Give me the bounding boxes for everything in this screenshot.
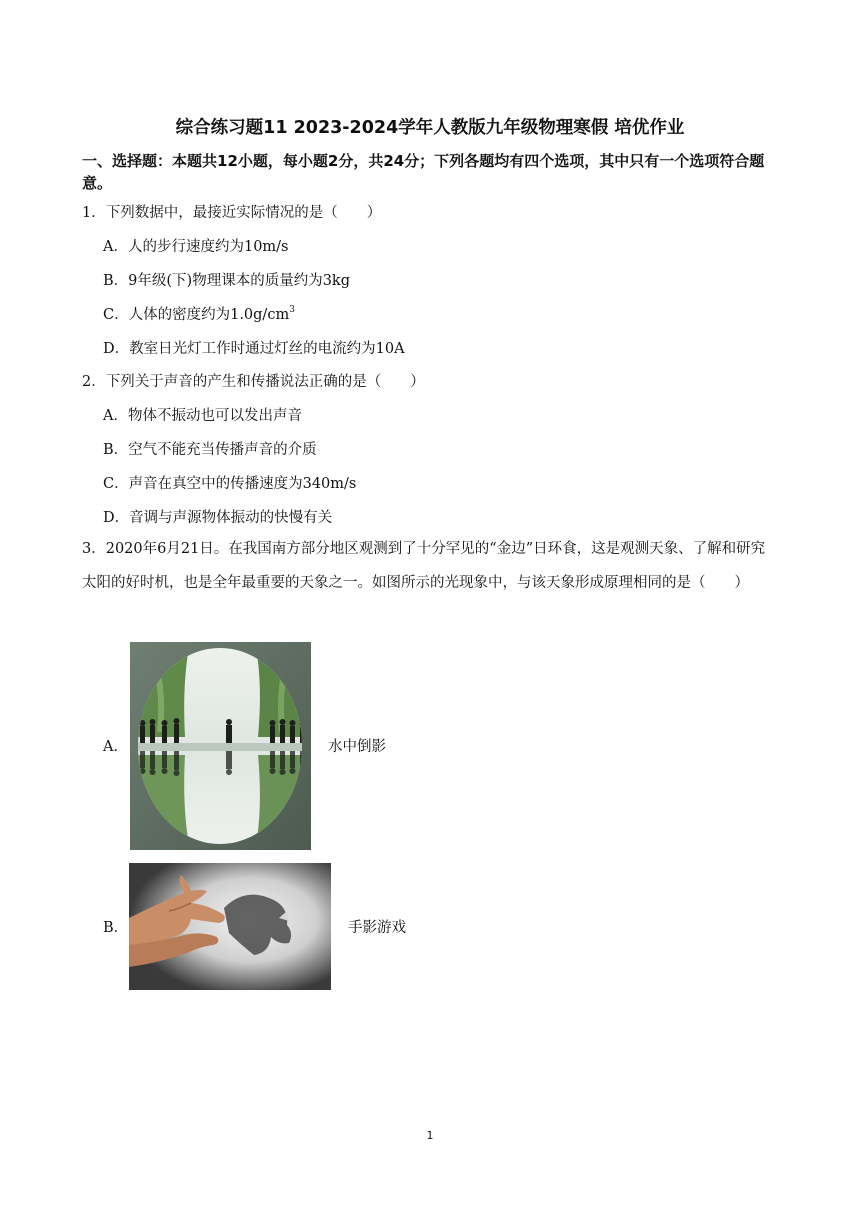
- question-1-option-c: [103, 305, 295, 325]
- question-3-stem: 3．2020年6月21日。在我国南方部分地区观测到了十分罕见的“金边”日环食，这是观测天象、了解和研究太阳的好时机，也是全年最重要的天象之一。如图所示的光现象中，与该天象形成原理相同的是（ ）: [82, 541, 766, 591]
- hand-shadow-photo: [129, 863, 331, 990]
- question-1-option-b: B．9年级(下)物理课本的质量约为3kg: [103, 273, 350, 289]
- page-number: 1: [426, 1129, 434, 1142]
- question-1-option-d: D．教室日光灯工作时通过灯丝的电流约为10A: [103, 341, 405, 357]
- question-1-option-c-text: C．人体的密度约为1.0g/cm: [103, 307, 290, 323]
- question-1-stem: 1．下列数据中，最接近实际情况的是（ ）: [82, 205, 382, 221]
- question-3-option-b-label: B．: [103, 920, 129, 936]
- question-3-option-b-caption: 手影游戏: [348, 920, 406, 936]
- superscript: 3: [289, 305, 295, 315]
- question-3-option-a-caption: 水中倒影: [328, 739, 386, 755]
- document-title: 综合练习题11 2023-2024学年人教版九年级物理寒假 培优作业: [175, 118, 685, 138]
- question-2-option-a: A．物体不振动也可以发出声音: [103, 408, 302, 424]
- question-2-option-c: C．声音在真空中的传播速度为340m/s: [103, 476, 357, 492]
- reflection-photo: [130, 642, 311, 850]
- question-2-option-b: B．空气不能充当传播声音的介质: [103, 442, 317, 458]
- question-1-option-a: A．人的步行速度约为10m/s: [103, 239, 289, 255]
- question-3-option-a-label: A．: [103, 739, 128, 755]
- question-2-stem: 2．下列关于声音的产生和传播说法正确的是（ ）: [82, 374, 425, 390]
- question-2-option-d: D．音调与声源物体振动的快慢有关: [103, 510, 333, 526]
- section-heading: 一、选择题：本题共12小题，每小题2分，共24分；下列各题均有四个选项，其中只有一个选项符合题意。: [82, 152, 765, 192]
